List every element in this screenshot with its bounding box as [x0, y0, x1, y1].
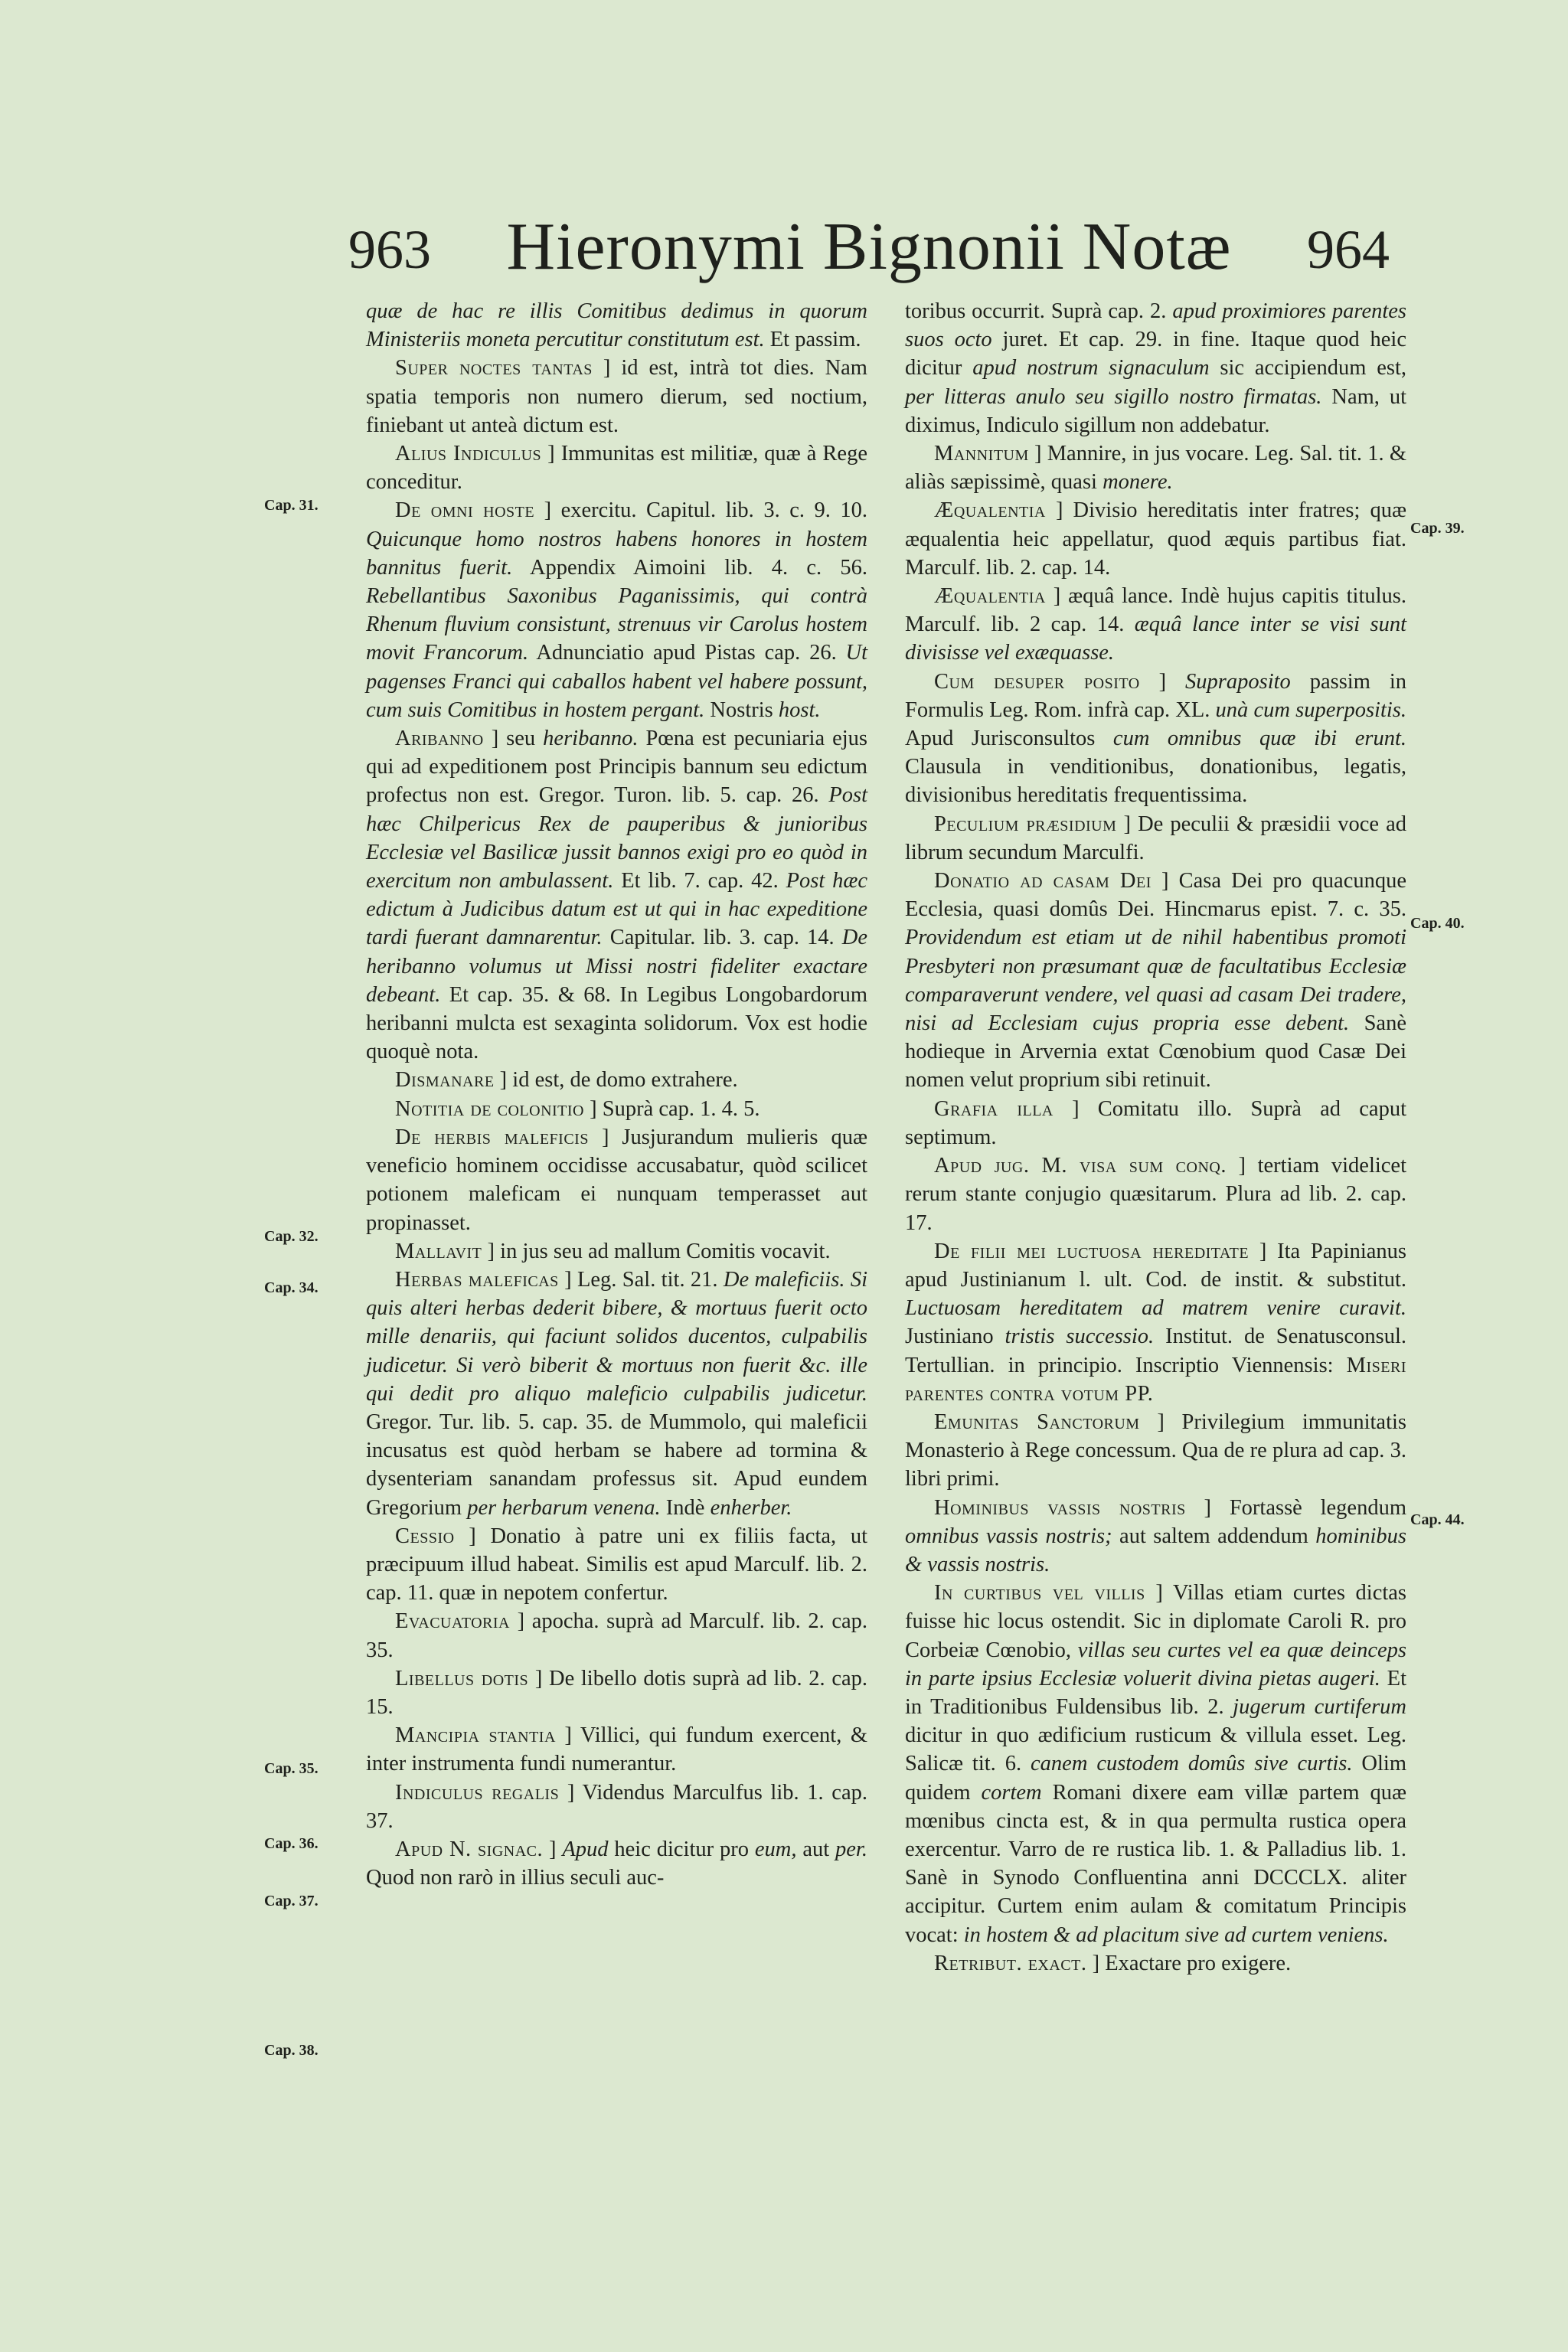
lemma: Peculium præsidium	[934, 812, 1117, 836]
text-run: ] Mannire, in jus vocare. Leg. Sal. tit. 1. & aliàs sæpissimè, quasi	[905, 442, 1406, 495]
quotation: omnibus vassis nostris;	[905, 1524, 1112, 1548]
text-run: Et passim.	[764, 328, 861, 352]
text-run: ] Comitatu illo. Suprà ad caput septimum.	[905, 1096, 1406, 1149]
text-run: ] Ita Papinianus apud Justinianum l. ult. Cod. de instit. & substitut.	[905, 1239, 1406, 1292]
quotation: per litteras anulo seu sigillo nostro firmatas.	[905, 384, 1322, 409]
lemma: Aribanno	[395, 727, 484, 751]
text-run: ] Exactare pro exigere.	[1086, 1951, 1292, 1975]
quotation: apud nostrum signaculum	[972, 356, 1210, 381]
paragraph	[905, 439, 1406, 496]
text-run: ]	[543, 1837, 563, 1861]
margin-note: Cap. 31.	[264, 497, 318, 514]
quotation: Luctuosam hereditatem ad matrem venire curavit.	[905, 1296, 1406, 1321]
text-run: Clausula in venditionibus, donationibus, legatis, divisionibus hereditatis frequentissima.	[905, 755, 1406, 808]
text-run: ] exercitu. Capitul. lib. 3. c. 9. 10.	[534, 498, 868, 523]
page-number-left: 963	[348, 219, 431, 280]
text-run: Quod non rarò in illius seculi auc-	[366, 1866, 665, 1890]
lemma: De filii mei luctuosa hereditate	[934, 1239, 1250, 1263]
lemma: Notitia de colonitio	[395, 1096, 584, 1121]
text-run: passim in Formulis Leg. Rom. infrà cap. XL.	[905, 669, 1406, 722]
lemma: De omni hoste	[395, 498, 535, 523]
text-run: Et lib. 7. cap. 42.	[613, 869, 786, 893]
lemma: Alius Indiculus	[395, 442, 542, 466]
quotation: unà cum superpositis.	[1215, 697, 1407, 722]
text-run: ] Jusjurandum mulieris quæ veneficio hominem occidisse accusabatur, quòd scilicet potionem maleficam ei nunquam temperasset aut propinasset.	[366, 1125, 867, 1235]
quotation: eum,	[754, 1837, 797, 1861]
text-run: ] in jus seu ad mallum Comitis vocavit.	[482, 1239, 831, 1263]
paragraph	[905, 496, 1406, 582]
right-column	[905, 297, 1406, 1978]
paragraph	[366, 496, 867, 724]
margin-note: Cap. 37.	[264, 1893, 318, 1909]
text-run: Sanè hodieque in Arvernia extat Cœnobium quod Casæ Dei nomen velut proprium sibi retinuit.	[905, 1011, 1406, 1093]
lemma: Indiculus regalis	[395, 1780, 560, 1805]
quotation: in hostem & ad placitum sive ad curtem veniens.	[963, 1922, 1389, 1947]
lemma: Super noctes tantas	[395, 356, 593, 381]
lemma: Mannitum	[934, 442, 1029, 466]
text-run: ] De peculii & præsidii voce ad librum secundum Marculfi.	[905, 812, 1406, 864]
text-run: ] Videndus Marculfus lib. 1. cap. 37.	[366, 1780, 867, 1833]
lemma: In curtibus vel villis	[934, 1581, 1145, 1606]
paragraph	[366, 1835, 867, 1892]
paragraph	[905, 668, 1406, 810]
quotation: monere.	[1102, 470, 1173, 495]
paragraph	[905, 582, 1406, 668]
margin-note: Cap. 34.	[264, 1279, 318, 1296]
page-number-right: 964	[1307, 219, 1390, 280]
paragraph	[905, 1152, 1406, 1237]
lemma: Cessio	[395, 1524, 455, 1548]
text-run: Appendix Aimoini lib. 4. c. 56.	[512, 555, 867, 580]
text-run: ] Fortassè legendum	[1185, 1495, 1406, 1520]
text-run: ] seu	[483, 727, 544, 751]
quotation: Rebellantibus Saxonibus Paganissimis, qui contrà Rhenum fluvium consistunt, strenuus vir Carolus hostem movit Francorum.	[366, 584, 867, 665]
quotation: cum omnibus quæ ibi erunt.	[1112, 727, 1407, 751]
margin-note: Cap. 38.	[264, 2042, 318, 2059]
text-run: Apud Jurisconsultos	[905, 727, 1113, 751]
lemma: Evacuatoria	[395, 1609, 510, 1634]
lemma: Dismanare	[395, 1068, 495, 1093]
paragraph	[905, 810, 1406, 867]
text-run: juret. Et cap. 29. in fine. Itaque quod heic dicitur	[905, 328, 1406, 381]
quotation: Providendum est etiam ut de nihil habentibus promoti Presbyteri non præsumant quæ de facultatibus Ecclesiæ comparaverunt vendere, vel quasi ad casam Dei tradere, nisi ad Ecclesiam cujus propria esse debent.	[905, 926, 1406, 1036]
text-run: Pœna est pecuniaria ejus qui ad expeditionem post Principis bannum seu edictum profectus non est. Gregor. Turon. lib. 5. cap. 26.	[366, 727, 868, 808]
text-run: ] apocha. suprà ad Marculf. lib. 2. cap. 35.	[366, 1609, 867, 1662]
text-run: Adnunciatio apud Pistas cap. 26.	[528, 641, 846, 665]
paragraph	[905, 1949, 1406, 1978]
text-run: Gregor. Tur. lib. 5. cap. 35. de Mummolo, qui maleficii incusatus est quòd herbam se habere ad tormina & dysenteriam sanandam professus sit. Apud eundem Gregorium	[366, 1410, 867, 1520]
text-run: Et cap. 35. & 68. In Legibus Longobardorum heribanni mulcta est sexaginta solidorum. Vox est hodie quoquè nota.	[366, 982, 867, 1064]
paragraph	[366, 1522, 867, 1608]
page-header	[348, 208, 1390, 292]
quotation: æquâ lance inter se visi sunt divisisse vel exæquasse.	[905, 612, 1406, 665]
left-column	[366, 297, 867, 1892]
margin-note: Cap. 35.	[264, 1760, 318, 1777]
quotation: apud proximiores parentes suos octo	[905, 299, 1406, 352]
paragraph	[905, 297, 1406, 439]
paragraph	[366, 439, 867, 496]
margin-note: Cap. 32.	[264, 1228, 318, 1245]
lemma: Æqualentia	[934, 584, 1046, 609]
lemma: Libellus dotis	[395, 1666, 529, 1690]
text-run: ] Privilegium immunitatis Monasterio à Rege concessum. Qua de re plura ad cap. 3. libri primi.	[905, 1410, 1406, 1491]
quotation: enherber.	[710, 1495, 792, 1520]
text-run: ] Donatio à patre uni ex filiis facta, ut præcipuum illud habeat. Similis est apud Marculf. lib. 2. cap. 11. quæ in nepotem confertur.	[366, 1524, 867, 1606]
text-run: ] Suprà cap. 1. 4. 5.	[584, 1096, 760, 1121]
margin-note: Cap. 39.	[1410, 520, 1465, 537]
margin-note: Cap. 44.	[1410, 1511, 1465, 1528]
text-run: ] æquâ lance. Indè hujus capitis titulus. Marculf. lib. 2 cap. 14.	[905, 584, 1406, 637]
lemma: Mancipia stantia	[395, 1723, 556, 1748]
lemma: Apud jug. M. visa sum conq.	[934, 1154, 1227, 1178]
quotation: De maleficiis. Si quis alteri herbas dederit bibere, & mortuus fuerit octo mille denariis, qui faciunt solidos ducentos, culpabilis judicetur. Si verò biberit & mortuus non fuerit &c. ille qui dedit pro aliquo maleficio culpabilis judicetur.	[366, 1267, 867, 1406]
text-run: toribus occurrit. Suprà cap. 2.	[905, 299, 1173, 323]
paragraph	[366, 1779, 867, 1835]
lemma: De herbis maleficis	[395, 1125, 589, 1149]
text-run: Indè	[660, 1495, 710, 1520]
lemma: Grafia illa	[934, 1096, 1054, 1121]
text-run: ] De libello dotis suprà ad lib. 2. cap. 15.	[366, 1666, 867, 1719]
quotation: cortem	[981, 1780, 1042, 1805]
text-run: Nam, ut diximus, Indiculo sigillum non addebatur.	[905, 384, 1406, 437]
quotation: heribanno.	[543, 727, 639, 751]
margin-note: Cap. 36.	[264, 1835, 318, 1852]
text-run: ] Villas etiam curtes dictas fuisse hic locus ostendit. Sic in diplomate Caroli R. pro Corbeiæ Cœnobio,	[905, 1581, 1407, 1662]
paragraph	[905, 867, 1406, 1095]
paragraph	[366, 1237, 867, 1266]
paragraph	[366, 297, 867, 354]
quotation: hominibus & vassis nostris.	[905, 1524, 1406, 1576]
lemma: Emunitas Sanctorum	[934, 1410, 1140, 1434]
text-run: Olim quidem	[905, 1752, 1407, 1805]
quotation: per herbarum venena.	[467, 1495, 661, 1520]
lemma: Retribut. exact.	[934, 1951, 1087, 1975]
quotation: canem custodem domûs sive curtis.	[1031, 1752, 1353, 1776]
text-run: dicitur in quo ædificium rusticum & villula esset. Leg. Salicæ tit. 6.	[905, 1723, 1406, 1776]
lemma: Herbas maleficas	[395, 1267, 559, 1292]
lemma: Apud N. signac.	[395, 1837, 544, 1861]
paragraph	[366, 1721, 867, 1778]
lemma: Donatio ad casam Dei	[934, 869, 1152, 893]
lemma: Miseri parentes contra votum PP.	[905, 1353, 1406, 1406]
quotation: host.	[778, 697, 821, 722]
lemma: Mallavit	[395, 1239, 482, 1263]
text-run: Institut. de Senatusconsul. Tertullian. in principio. Inscriptio Viennensis:	[905, 1325, 1406, 1377]
paragraph	[366, 724, 867, 1066]
quotation: Suprapositо	[1185, 669, 1291, 694]
paragraph	[905, 1095, 1406, 1152]
quotation: Post hæc Chilpericus Rex de pauperibus & junioribus Ecclesiæ vel Basilicæ jussit bannos exigi pro eo quòd in exercitum non ambulassent.	[366, 783, 867, 893]
text-run: ]	[1139, 669, 1186, 694]
text-run: Justiniano	[905, 1325, 1005, 1349]
text-run: ] Divisio hereditatis inter fratres; quæ æqualentia heic appellatur, quod æquis partibus fiat. Marculf. lib. 2. cap. 14.	[905, 498, 1406, 580]
text-run: heic dicitur pro	[608, 1837, 755, 1861]
quotation: De heribanno volumus ut Missi nostri fideliter exactare debeant.	[366, 926, 868, 1007]
quotation: per.	[835, 1837, 867, 1861]
lemma: Æqualentia	[934, 498, 1046, 523]
quotation: villas seu curtes vel ea quæ deinceps in parte ipsius Ecclesiæ voluerit divina pietas augeri.	[905, 1638, 1406, 1690]
text-run: aut	[796, 1837, 836, 1861]
text-run: sic accipiendum est,	[1209, 356, 1407, 381]
text-run: ] id est, de domo extrahere.	[494, 1068, 738, 1093]
text-run: ] tertiam videlicet rerum stante conjugio quæsitarum. Plura ad lib. 2. cap. 17.	[905, 1154, 1406, 1235]
lemma: Hominibus vassis nostris	[934, 1495, 1186, 1520]
text-run: Nostris	[704, 697, 779, 722]
text-run: Capitular. lib. 3. cap. 14.	[602, 926, 842, 950]
margin-note: Cap. 40.	[1410, 915, 1465, 932]
quotation: quæ de hac re illis Comitibus dedimus in quorum Ministeriis moneta percutitur constitutum est.	[366, 299, 867, 352]
paragraph	[366, 1095, 867, 1123]
text-run: ] Casa Dei pro quacunque Ecclesia, quasi domûs Dei. Hincmarus epist. 7. c. 35.	[905, 869, 1406, 922]
running-title: Hieronymi Bignonii Notæ	[506, 210, 1232, 284]
text-run: ] id est, intrà tot dies. Nam spatia temporis non numero dierum, sed noctium, finiebant ut anteà dictum est.	[366, 356, 867, 437]
text-run: Et in Traditionibus Fuldensibus lib. 2.	[905, 1666, 1407, 1719]
quotation: tristis successio.	[1004, 1325, 1155, 1349]
paragraph	[366, 1066, 867, 1094]
lemma: Cum desuper posito	[934, 669, 1140, 694]
paragraph	[366, 1664, 867, 1721]
text-run: ] Immunitas est militiæ, quæ à Rege conceditur.	[366, 442, 867, 495]
paragraph	[366, 1607, 867, 1664]
text-run: aut saltem addendum	[1112, 1524, 1316, 1548]
paragraph	[366, 1266, 867, 1522]
quotation: Ut pagenses Franci qui caballos habent vel habere possunt, cum suis Comitibus in hostem pergant.	[366, 641, 868, 722]
paragraph	[905, 1579, 1406, 1949]
quotation: Quicunque homo nostros habens honores in hostem bannitus fuerit.	[366, 527, 867, 580]
text-run: ] Villici, qui fundum exercent, & inter instrumenta fundi numerantur.	[366, 1723, 867, 1776]
quotation: jugerum curtiferum	[1233, 1694, 1406, 1719]
paragraph	[905, 1237, 1406, 1408]
paragraph	[905, 1408, 1406, 1494]
quotation: Post hæc edictum à Judicibus datum est ut qui in hac expeditione tardi fuerant damnarentur.	[366, 869, 868, 950]
text-run: Romani dixere eam villæ partem quæ mœnibus cincta est, & in qua permulta rustica opera exercentur. Varro de re rustica lib. 1. & Palladius lib. 1. Sanè in Synodo Confluentina anni DCCCLX. aliter accipitur. Curtem enim aulam & comitatum Principis vocat:	[905, 1780, 1406, 1947]
paragraph	[366, 354, 867, 439]
paragraph	[366, 1123, 867, 1237]
text-run: ] Leg. Sal. tit. 21.	[558, 1267, 724, 1292]
quotation: Apud	[562, 1837, 609, 1861]
paragraph	[905, 1494, 1406, 1579]
